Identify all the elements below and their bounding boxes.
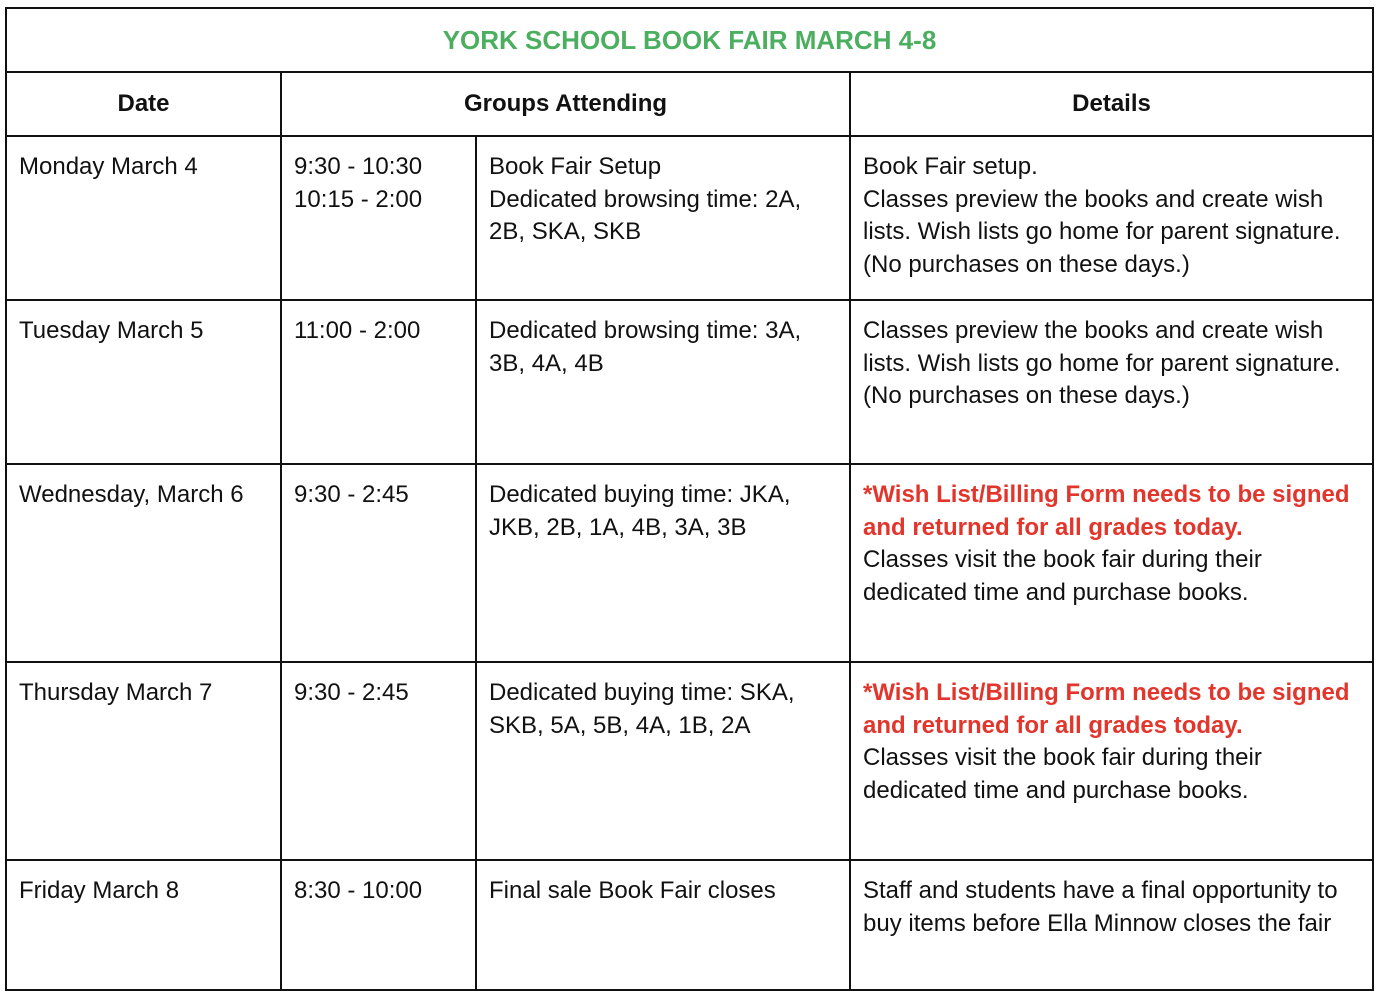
time-text: 10:15 - 2:00 <box>294 185 423 213</box>
header-groups-attending: Groups Attending <box>281 72 850 136</box>
date-cell: Monday March 4 <box>6 136 281 300</box>
time-cell <box>281 464 476 662</box>
table-title: YORK SCHOOL BOOK FAIR MARCH 4-8 <box>6 8 1373 72</box>
time-text: 11:00 - 2:00 <box>294 317 421 344</box>
details-cell <box>850 300 1373 464</box>
title-row <box>6 8 1373 72</box>
groups-cell <box>476 136 850 300</box>
details-cell <box>850 136 1373 300</box>
details-cell <box>850 662 1373 860</box>
groups-text: Dedicated buying time: JKA, JKB, 2B, 1A, 4B, 3A, 3B <box>489 481 791 541</box>
time-cell <box>281 662 476 860</box>
details-text: Classes visit the book fair during their dedicated time and purchase books. <box>863 546 1262 606</box>
groups-cell <box>476 300 850 464</box>
time-text: 9:30 - 2:45 <box>294 679 409 706</box>
details-text: Book Fair setup. <box>863 153 1038 180</box>
date-cell: Wednesday, March 6 <box>6 464 281 662</box>
groups-cell <box>476 662 850 860</box>
groups-text: Dedicated browsing time: 2A, 2B, SKA, SKB <box>489 185 802 245</box>
details-cell <box>850 464 1373 662</box>
time-text: 9:30 - 2:45 <box>294 481 409 508</box>
table-row <box>6 860 1373 990</box>
alert-text: *Wish List/Billing Form needs to be signed and returned for all grades today. <box>863 679 1350 739</box>
time-cell <box>281 300 476 464</box>
date-cell: Tuesday March 5 <box>6 300 281 464</box>
date-cell: Friday March 8 <box>6 860 281 990</box>
groups-text: Dedicated buying time: SKA, SKB, 5A, 5B, 4A, 1B, 2A <box>489 679 795 739</box>
time-text: 9:30 - 10:30 <box>294 153 423 180</box>
time-text: 8:30 - 10:00 <box>294 877 423 904</box>
time-cell <box>281 860 476 990</box>
table-row <box>6 464 1373 662</box>
details-text: Classes preview the books and create wish lists. Wish lists go home for parent signature. (No purchases on these days.) <box>863 185 1341 278</box>
groups-text: Book Fair Setup <box>489 153 662 180</box>
date-cell: Thursday March 7 <box>6 662 281 860</box>
table-row <box>6 662 1373 860</box>
groups-text: Final sale Book Fair closes <box>489 877 776 904</box>
alert-text: *Wish List/Billing Form needs to be signed and returned for all grades today. <box>863 481 1350 541</box>
table-row <box>6 136 1373 300</box>
book-fair-schedule-table <box>5 7 1374 991</box>
time-cell <box>281 136 476 300</box>
details-text: Staff and students have a final opportunity to buy items before Ella Minnow closes the fair <box>863 877 1338 937</box>
header-row <box>6 72 1373 136</box>
details-text: Classes visit the book fair during their dedicated time and purchase books. <box>863 744 1262 804</box>
groups-text: Dedicated browsing time: 3A, 3B, 4A, 4B <box>489 317 802 377</box>
groups-cell <box>476 464 850 662</box>
groups-cell <box>476 860 850 990</box>
table-row <box>6 300 1373 464</box>
header-details: Details <box>850 72 1373 136</box>
details-cell <box>850 860 1373 990</box>
header-date: Date <box>6 72 281 136</box>
details-text: Classes preview the books and create wish lists. Wish lists go home for parent signature. (No purchases on these days.) <box>863 317 1341 409</box>
